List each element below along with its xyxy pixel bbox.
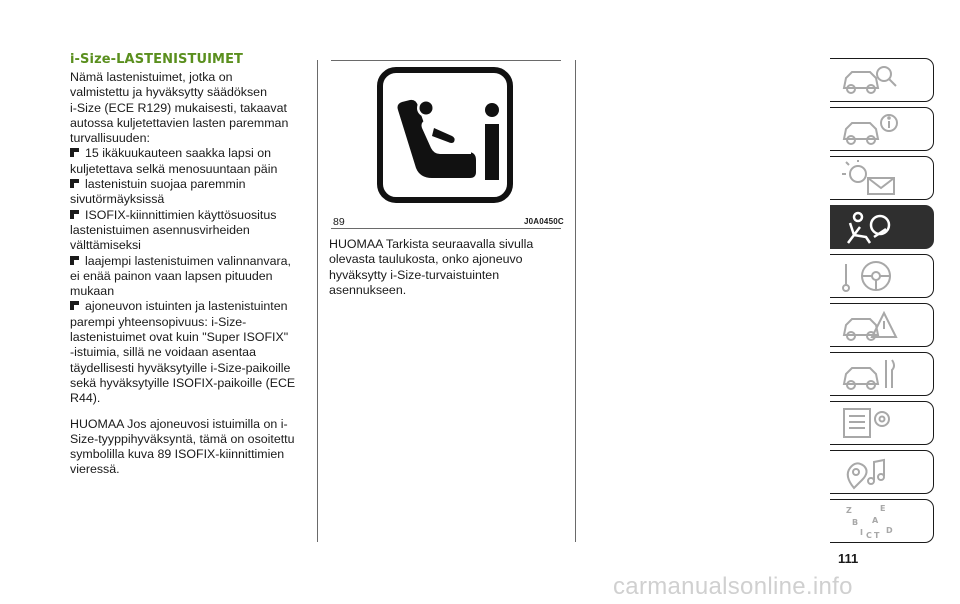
note-column xyxy=(329,237,574,298)
text-line: vieressä. xyxy=(70,462,120,477)
svg-text:Z: Z xyxy=(846,506,852,515)
text-line: autossa kuljetettavien lasten paremman xyxy=(70,115,289,130)
text-line: hyväksytty i-Size-turvaistuinten xyxy=(329,267,500,282)
intro-paragraph xyxy=(70,70,310,146)
list-item xyxy=(70,299,310,406)
bullet-list xyxy=(70,146,310,406)
page-number: 111 xyxy=(838,551,859,566)
bullet-icon xyxy=(70,146,79,155)
bullet-text: 15 ikäkuukauteen saakka lapsi on xyxy=(85,146,271,161)
bullet-text: lastenistuimet ovat kuin "Super ISOFIX" xyxy=(70,330,289,345)
text-line: i-Size (ECE R129) mukaisesti, takaavat xyxy=(70,100,287,115)
text-line: HUOMAA Jos ajoneuvosi istuimilla on i- xyxy=(70,416,288,431)
nav-tab-emergency[interactable] xyxy=(830,303,934,347)
nav-tab-lights-messages[interactable] xyxy=(830,156,934,200)
nav-tab-car-info[interactable] xyxy=(830,107,934,151)
bullet-text: sivutörmäyksissä xyxy=(70,192,165,207)
bullet-text: mukaan xyxy=(70,284,115,299)
nav-tab-safety[interactable] xyxy=(830,205,934,249)
bullet-text: kuljetettava selkä menosuuntaan päin xyxy=(70,161,278,176)
bullet-icon xyxy=(70,208,79,217)
i-size-child-seat-icon xyxy=(376,66,514,204)
bullet-text: sekä hyväksytyille ISOFIX-paikoille (ECE xyxy=(70,375,296,390)
main-text-column xyxy=(70,52,310,478)
bullet-text: välttämiseksi xyxy=(70,238,141,253)
figure-code: J0A0450C xyxy=(524,217,564,226)
figure-top-rule xyxy=(331,60,561,61)
text-line: asennukseen. xyxy=(329,282,407,297)
column-divider-right xyxy=(575,60,576,542)
bullet-text: lastenistuimen asennusvirheiden xyxy=(70,222,250,237)
nav-tab-servicing[interactable] xyxy=(830,352,934,396)
text-line: HUOMAA Tarkista seuraavalla sivulla xyxy=(329,237,534,251)
seat-airbag-icon xyxy=(840,209,900,245)
specs-gear-icon xyxy=(840,405,900,441)
light-mail-icon xyxy=(840,160,900,196)
car-magnifier-icon xyxy=(840,62,900,98)
note-paragraph xyxy=(70,417,310,478)
car-wrench-icon xyxy=(840,356,900,392)
svg-text:T: T xyxy=(874,531,880,540)
watermark: carmanualsonline.info xyxy=(613,573,853,600)
media-icon xyxy=(840,454,900,490)
bullet-text: täydellisesti hyväksytyille i-Size-paikoille xyxy=(70,360,291,375)
bullet-text: ajoneuvon istuinten ja lastenistuinten xyxy=(85,299,288,314)
text-line: turvallisuuden: xyxy=(70,131,150,146)
nav-tab-multimedia[interactable] xyxy=(830,450,934,494)
index-letters-icon xyxy=(840,503,900,541)
nav-tab-car-knowledge[interactable] xyxy=(830,58,934,102)
bullet-icon xyxy=(70,254,79,263)
list-item xyxy=(70,208,310,254)
text-line: Size-tyyppihyväksyntä, tämä on osoitettu xyxy=(70,431,295,446)
svg-text:A: A xyxy=(872,516,879,525)
section-title: i-Size-LASTENISTUIMET xyxy=(70,52,244,67)
list-item xyxy=(70,177,310,208)
figure-number: 89 xyxy=(333,216,345,228)
nav-tab-index[interactable] xyxy=(830,499,934,543)
bullet-text: laajempi lastenistuimen valinnanvara, xyxy=(85,253,291,268)
bullet-text: ISOFIX-kiinnittimien käyttösuositus xyxy=(85,207,277,222)
bullet-icon xyxy=(70,299,79,308)
bullet-text: parempi yhteensopivuus: i-Size- xyxy=(70,314,247,329)
column-divider-left xyxy=(317,60,318,542)
list-item xyxy=(70,146,310,177)
text-line: valmistettu ja hyväksytty säädöksen xyxy=(70,85,267,100)
svg-text:E: E xyxy=(880,504,886,513)
text-line: olevasta taulukosta, onko ajoneuvo xyxy=(329,252,523,267)
figure-bottom-rule xyxy=(331,228,561,229)
car-info-icon xyxy=(840,111,900,147)
car-warning-icon xyxy=(840,307,900,343)
bullet-text: lastenistuin suojaa paremmin xyxy=(85,177,246,192)
bullet-text: R44). xyxy=(70,391,101,406)
bullet-icon xyxy=(70,177,79,186)
nav-tab-starting-driving[interactable] xyxy=(830,254,934,298)
list-item xyxy=(70,254,310,300)
svg-text:B: B xyxy=(852,518,859,527)
svg-text:C: C xyxy=(866,531,872,540)
text-line: symbolilla kuva 89 ISOFIX-kiinnittimien xyxy=(70,447,285,462)
steering-wheel-icon xyxy=(840,258,900,294)
bullet-text: ei enää painon vaan lapsen pituuden xyxy=(70,268,273,283)
svg-text:I: I xyxy=(860,528,863,537)
bullet-text: -istuimia, sillä ne voidaan asentaa xyxy=(70,345,256,360)
nav-tab-technical-specs[interactable] xyxy=(830,401,934,445)
text-line: Nämä lastenistuimet, jotka on xyxy=(70,70,233,84)
svg-text:D: D xyxy=(886,526,893,535)
